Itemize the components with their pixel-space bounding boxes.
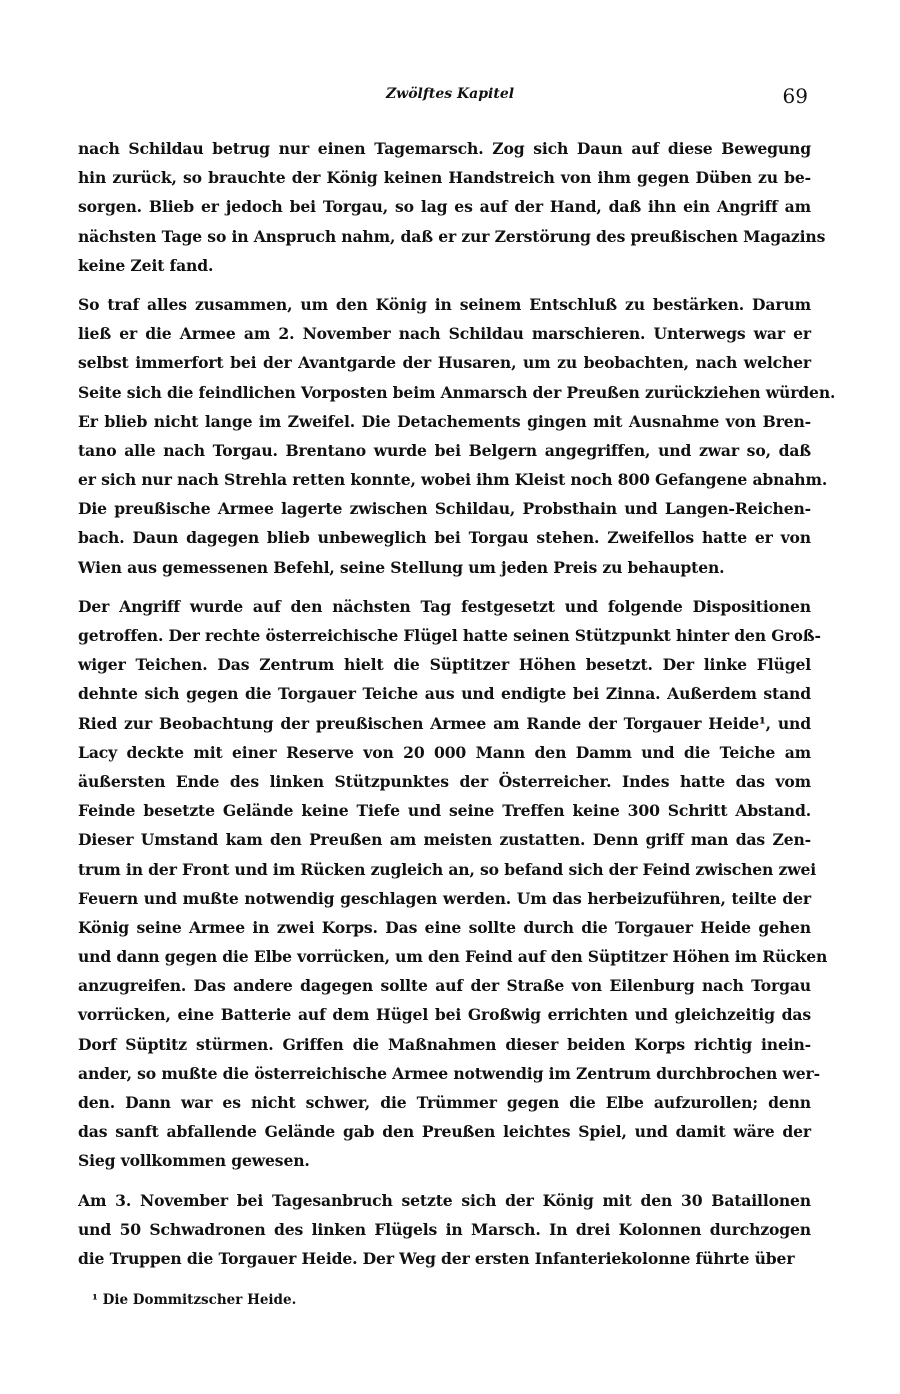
text-line: wiger Teichen. Das Zentrum hielt die Süptitzer Höhen besetzt. Der linke Flügel [78, 655, 811, 675]
text-line: Dorf Süptitz stürmen. Griffen die Maßnahmen dieser beiden Korps richtig inein- [78, 1034, 811, 1054]
text-line: und 50 Schwadronen des linken Flügels in Marsch. In drei Kolonnen durchzogen [78, 1219, 811, 1239]
text-line: Seite sich die feindlichen Vorposten beim Anmarsch der Preußen zurückziehen würden. [78, 382, 836, 402]
text-line: hin zurück, so brauchte der König keinen Handstreich von ihm gegen Düben zu be- [78, 168, 811, 188]
text-line: Sieg vollkommen gewesen. [78, 1151, 310, 1171]
text-line: Feuern und mußte notwendig geschlagen werden. Um das herbeizuführen, teilte der [78, 888, 811, 908]
paragraph [78, 1186, 811, 1274]
text-line: getroffen. Der rechte österreichische Flügel hatte seinen Stützpunkt hinter den Groß- [78, 626, 821, 645]
text-line: keine Zeit fand. [78, 255, 214, 275]
paragraph [78, 290, 836, 582]
text-line: äußersten Ende des linken Stützpunktes der Österreicher. Indes hatte das vom [78, 771, 811, 791]
text-line: König seine Armee in zwei Korps. Das eine sollte durch die Torgauer Heide gehen [78, 917, 811, 937]
text-line: tano alle nach Torgau. Brentano wurde bei Belgern angegriffen, und zwar so, daß [78, 440, 811, 460]
running-title: Zwölftes Kapitel [385, 86, 515, 102]
text-line: selbst immerfort bei der Avantgarde der Husaren, um zu beobachten, nach welcher [78, 353, 811, 373]
text-line: Dieser Umstand kam den Preußen am meisten zustatten. Denn griff man das Zen- [78, 830, 811, 850]
text-line: nach Schildau betrug nur einen Tagemarsch. Zog sich Daun auf diese Bewegung [78, 139, 811, 158]
text-line: anzugreifen. Das andere dagegen sollte auf der Straße von Eilenburg nach Torgau [78, 976, 811, 996]
text-line: trum in der Front und im Rücken zugleich an, so befand sich der Feind zwischen zwei [78, 859, 817, 879]
text-line: er sich nur nach Strehla retten konnte, wobei ihm Kleist noch 800 Gefangene abnahm. [78, 470, 828, 490]
text-line: So traf alles zusammen, um den König in seinem Entschluß zu bestärken. Darum [78, 294, 811, 314]
page-number: 69 [782, 84, 808, 108]
text-line: ließ er die Armee am 2. November nach Schildau marschieren. Unterwegs war er [78, 324, 811, 344]
text-line: ander, so mußte die österreichische Armee notwendig im Zentrum durchbrochen wer- [78, 1063, 820, 1083]
text-line: sorgen. Blieb er jedoch bei Torgau, so lag es auf der Hand, daß ihn ein Angriff am [78, 197, 811, 217]
text-line: Feinde besetzte Gelände keine Tiefe und seine Treffen keine 300 Schritt Abstand. [78, 801, 811, 821]
running-head [0, 84, 900, 108]
text-line: Lacy deckte mit einer Reserve von 20 000 Mann den Damm und die Teiche am [78, 742, 811, 762]
text-line: das sanft abfallende Gelände gab den Preußen leichtes Spiel, und damit wäre der [78, 1122, 811, 1142]
body-text [78, 134, 836, 1283]
paragraph [78, 134, 826, 280]
text-line: Am 3. November bei Tagesanbruch setzte sich der König mit den 30 Bataillonen [78, 1190, 811, 1210]
text-line: die Truppen die Torgauer Heide. Der Weg der ersten Infanteriekolonne führte über [78, 1248, 795, 1268]
text-line: Er blieb nicht lange im Zweifel. Die Detachements gingen mit Ausnahme von Bren- [78, 411, 811, 431]
text-line: vorrücken, eine Batterie auf dem Hügel bei Großwig errichten und gleichzeitig das [78, 1005, 811, 1025]
text-line: Der Angriff wurde auf den nächsten Tag festgesetzt und folgende Dispositionen [78, 596, 811, 616]
text-line: Die preußische Armee lagerte zwischen Schildau, Probsthain und Langen-Reichen- [78, 499, 811, 519]
text-line: nächsten Tage so in Anspruch nahm, daß er zur Zerstörung des preußischen Magazins [78, 226, 826, 246]
footnote: ¹ Die Dommitzscher Heide. [92, 1292, 297, 1308]
text-line: den. Dann war es nicht schwer, die Trümmer gegen die Elbe aufzurollen; denn [78, 1093, 811, 1112]
text-line: dehnte sich gegen die Torgauer Teiche aus und endigte bei Zinna. Außerdem stand [78, 684, 811, 704]
text-line: und dann gegen die Elbe vorrücken, um den Feind auf den Süptitzer Höhen im Rücken [78, 947, 828, 967]
text-line: Wien aus gemessenen Befehl, seine Stellung um jeden Preis zu behaupten. [78, 557, 725, 577]
paragraph [78, 592, 828, 1176]
text-line: Ried zur Beobachtung der preußischen Armee am Rande der Torgauer Heide¹, und [78, 713, 811, 733]
text-line: bach. Daun dagegen blieb unbeweglich bei Torgau stehen. Zweifellos hatte er von [78, 528, 811, 548]
